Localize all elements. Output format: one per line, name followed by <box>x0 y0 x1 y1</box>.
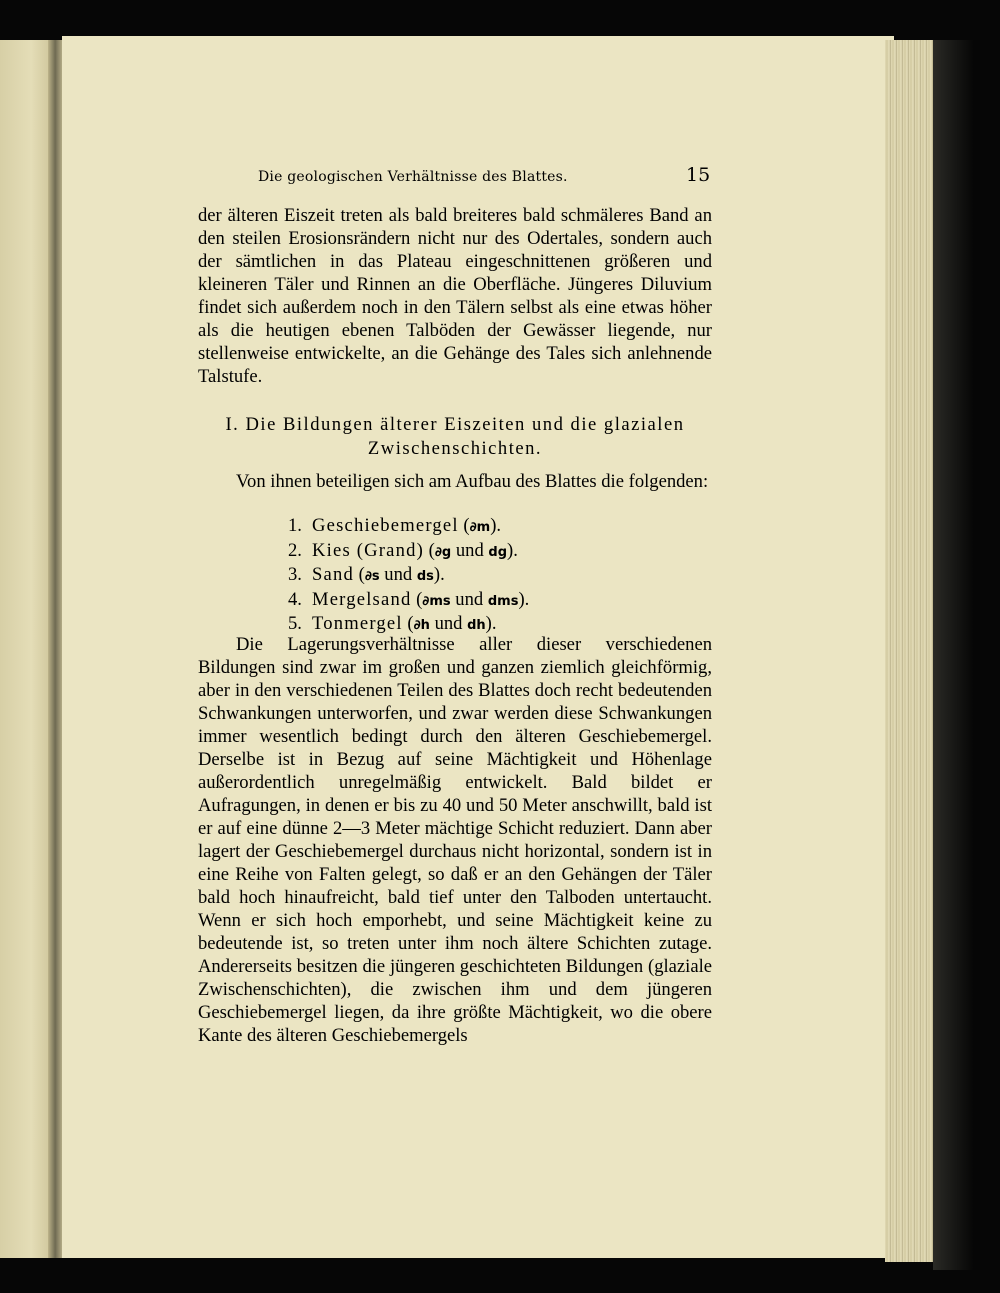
map-symbol: ∂m <box>469 520 491 535</box>
list-intro-text: Von ihnen beteiligen sich am Aufbau des Blattes die folgenden: <box>236 471 709 492</box>
running-head: Die geologischen Verhältnisse des Blattes. <box>258 169 568 185</box>
list-item: 5. Tonmergel (∂h und dh). <box>288 613 497 635</box>
map-symbol: ds <box>416 569 434 585</box>
map-symbol: ∂g <box>434 544 452 560</box>
map-symbol: dh <box>467 618 486 634</box>
formation-list <box>288 515 529 638</box>
map-symbol: ∂ms <box>422 593 451 609</box>
map-symbol: dg <box>488 544 508 560</box>
list-item: 3. Sand (∂s und ds). <box>288 564 445 586</box>
body-paragraph <box>198 633 712 1047</box>
section-heading: I. Die Bildungen älterer Eiszeiten und die glazialen Zwischenschichten. <box>225 414 685 459</box>
list-intro <box>198 470 712 493</box>
map-symbol: ∂h <box>413 618 430 634</box>
page-number: 15 <box>686 164 711 186</box>
map-symbol: ∂s <box>364 569 380 585</box>
list-item: 1. Geschiebemergel (∂m). <box>288 515 502 536</box>
book-cover-edge <box>933 40 975 1270</box>
body-paragraph-text: Die Lagerungsverhältnisse aller dieser verschiedenen Bildungen sind zwar im großen und ganzen ziemlich gleichförmig, aber in den verschiedenen Teilen des Blattes doch recht bedeutenden Schwankungen unterworfen, und zwar werden diese Schwankungen immer wesentlich bedingt durch den älteren Geschiebemergel. Derselbe ist in Bezug auf seine Mächtigkeit und Höhenlage außerordentlich unregelmäßig entwickelt. Bald bildet er Aufragungen, in denen er bis zu 40 und 50 Meter anschwillt, bald ist er auf eine dünne 2—3 Meter mächtige Schicht reduziert. Dann aber lagert der Geschiebemergel durchaus nicht horizontal, sondern ist in eine Reihe von Falten gelegt, so daß er an den Gehängen der Täler bald hoch hinaufreicht, bald tief unter den Talboden untertaucht. Wenn er sich hoch emporhebt, und seine Mächtigkeit keine zu bedeutende ist, so treten unter ihm noch ältere Schichten zutage. Andererseits besitzen die jüngeren geschichteten Bildungen (glaziale Zwischenschichten), die zwischen ihm und dem jüngeren Geschiebemergel liegen, da ihre größte Mächtigkeit, wo die obere Kante des älteren Geschiebemergels <box>198 634 712 1046</box>
intro-paragraph: der älteren Eiszeit treten als bald breiteres bald schmäleres Band an den steilen Erosionsrändern nicht nur des Odertales, sondern auch der sämtlichen in das Plateau eingeschnittenen größeren und kleineren Täler und Rinnen an die Oberfläche. Jüngeres Diluvium findet sich außerdem noch in den Tälern selbst als eine etwas höher als die heutigen ebenen Talböden der Gewässer liegende, nur stellenweise entwickelte, an die Gehänge des Tales sich anlehnende Talstufe. <box>198 205 712 387</box>
page-stack-edge <box>885 40 933 1262</box>
list-item: 4. Mergelsand (∂ms und dms). <box>288 588 530 610</box>
list-item: 2. Kies (Grand) (∂g und dg). <box>288 539 518 561</box>
map-symbol: dms <box>487 593 519 609</box>
left-page-edge <box>0 40 52 1258</box>
